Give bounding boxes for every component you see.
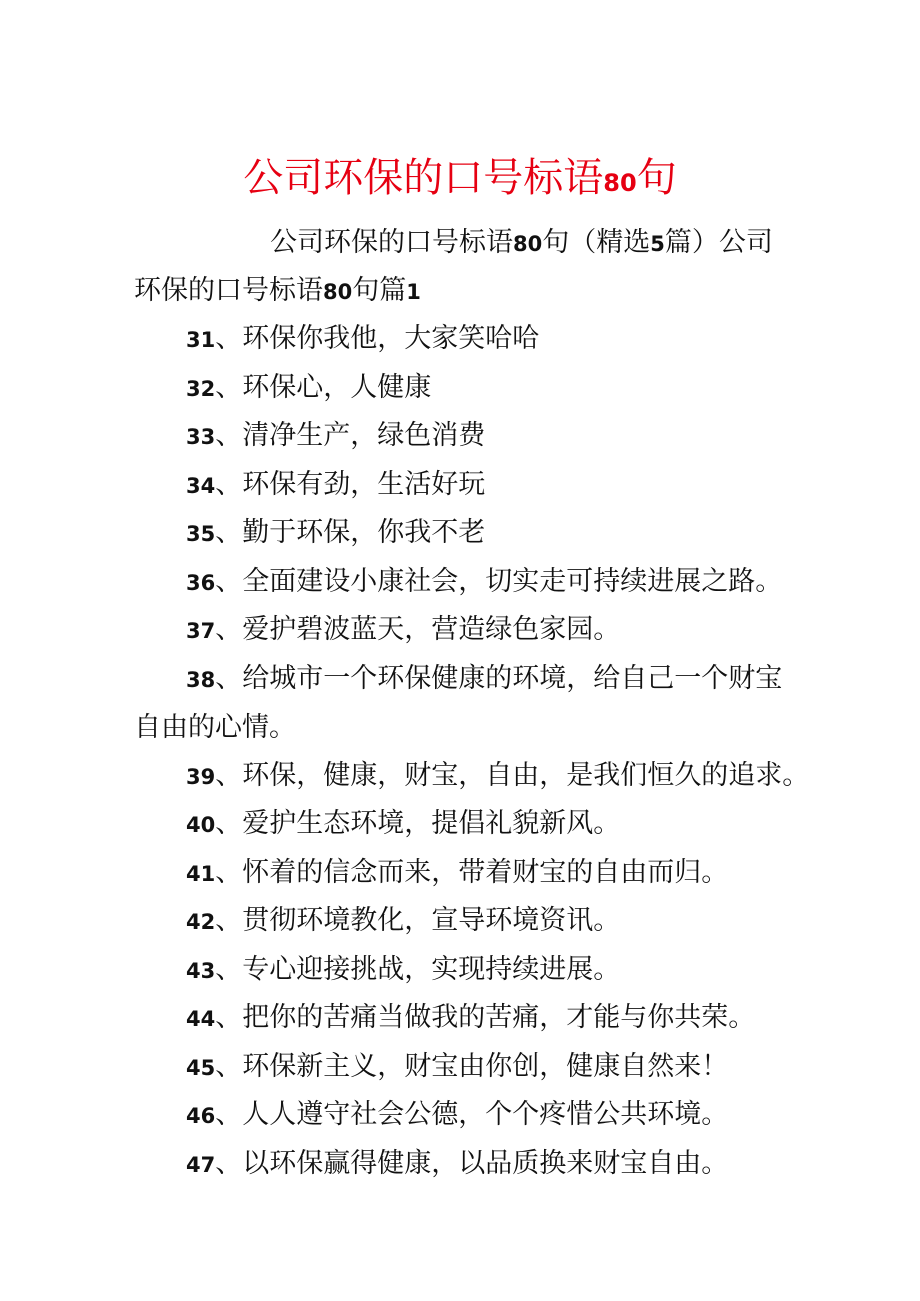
- intro-number: 5: [650, 232, 665, 256]
- slogan-number: 35: [186, 522, 216, 546]
- slogan-list: [134, 315, 814, 1188]
- list-item: [134, 315, 814, 364]
- slogan-text: 、环保你我他，大家笑哈哈: [215, 323, 540, 354]
- list-item: [134, 994, 814, 1043]
- list-item: [134, 897, 814, 946]
- intro-text: 句篇: [352, 275, 407, 306]
- slogan-number: 45: [186, 1055, 216, 1080]
- title-tail: 句: [636, 155, 677, 201]
- list-item: [134, 946, 814, 995]
- slogan-number: 31: [186, 328, 216, 352]
- slogan-number: 44: [186, 1007, 216, 1031]
- slogan-text: 、以环保赢得健康，以品质换来财宝自由。: [215, 1147, 729, 1179]
- intro-text: 句（精选: [542, 227, 651, 258]
- slogan-text: 、给城市一个环保健康的环境，给自己一个财宝: [215, 662, 783, 694]
- slogan-number: 42: [186, 910, 216, 934]
- slogan-number: 32: [186, 376, 216, 401]
- list-item: [134, 1091, 814, 1140]
- slogan-text: 、清净生产，绿色消费: [215, 420, 486, 451]
- list-item: [134, 655, 814, 752]
- list-item: [134, 752, 814, 801]
- slogan-text: 、环保有劲，生活好玩: [215, 468, 486, 500]
- slogan-text: 、爱护生态环境，提倡礼貌新风。: [215, 808, 621, 839]
- slogan-text: 、环保，健康，财宝，自由，是我们恒久的追求。: [215, 759, 810, 791]
- slogan-number: 33: [186, 425, 216, 449]
- slogan-number: 36: [186, 570, 216, 595]
- slogan-number: 38: [186, 667, 216, 692]
- intro-line-1: [134, 219, 794, 267]
- slogan-number: 46: [186, 1104, 216, 1128]
- list-item: [134, 800, 814, 849]
- intro-line-2: [134, 267, 794, 315]
- slogan-number: 37: [186, 619, 216, 643]
- slogan-text: 、勤于环保，你我不老: [215, 517, 486, 548]
- slogan-number: 39: [186, 764, 216, 789]
- list-item: [134, 1140, 814, 1189]
- slogan-number: 40: [186, 813, 216, 837]
- intro-text: 篇）公司: [664, 227, 773, 258]
- list-item: [134, 364, 814, 413]
- list-item: [134, 849, 814, 898]
- slogan-text: 、人人遵守社会公德，个个疼惜公共环境。: [215, 1099, 729, 1130]
- list-item: [134, 509, 814, 558]
- title-number: 80: [603, 169, 637, 197]
- intro-number: 1: [406, 280, 421, 304]
- slogan-text: 、贯彻环境教化，宣导环境资讯。: [215, 905, 621, 936]
- slogan-text-continued: 自由的心情。: [134, 712, 296, 743]
- slogan-text: 、把你的苦痛当做我的苦痛，才能与你共荣。: [215, 1002, 756, 1033]
- list-item: [134, 1043, 814, 1092]
- list-item: [134, 558, 814, 607]
- intro-paragraph: [134, 219, 794, 315]
- title-text: 公司环保的口号标语: [243, 155, 604, 201]
- slogan-text: 、环保心，人健康: [215, 371, 432, 403]
- list-item: [134, 412, 814, 461]
- slogan-number: 41: [186, 861, 216, 886]
- intro-number: 80: [513, 232, 543, 256]
- intro-number: 80: [323, 280, 353, 304]
- list-item: [134, 606, 814, 655]
- intro-text: 环保的口号标语: [134, 275, 323, 306]
- slogan-number: 47: [186, 1152, 216, 1177]
- list-item: [134, 461, 814, 510]
- slogan-text: 、怀着的信念而来，带着财宝的自由而归。: [215, 856, 729, 888]
- slogan-text: 、全面建设小康社会，切实走可持续进展之路。: [215, 565, 783, 597]
- intro-text: 公司环保的口号标语: [270, 227, 513, 258]
- slogan-text: 、环保新主义，财宝由你创，健康自然来！: [215, 1050, 729, 1082]
- slogan-text: 、专心迎接挑战，实现持续进展。: [215, 953, 621, 985]
- slogan-text: 、爱护碧波蓝天，营造绿色家园。: [215, 614, 621, 645]
- slogan-number: 34: [186, 473, 216, 498]
- document-title: [0, 152, 920, 209]
- slogan-number: 43: [186, 958, 216, 983]
